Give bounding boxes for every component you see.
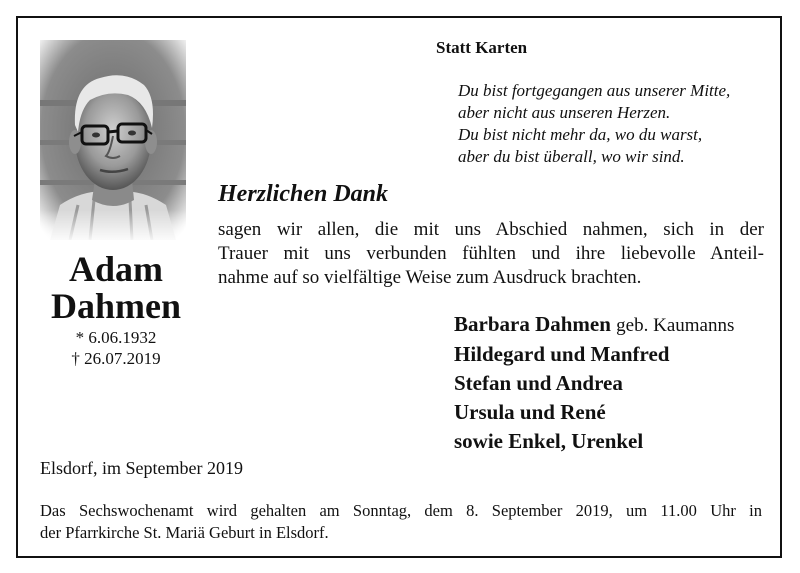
- signer-name: sowie Enkel, Urenkel: [454, 429, 644, 453]
- thanks-text: [218, 218, 764, 290]
- birth-date: * 6.06.1932: [75, 328, 157, 347]
- signer-name: Hildegard und Manfred: [454, 342, 670, 366]
- statt-karten-heading: Statt Karten: [436, 38, 528, 57]
- thanks-heading: Herzlichen Dank: [218, 181, 389, 207]
- signer-name: Barbara Dahmen: [454, 312, 611, 336]
- deceased-last-name: Dahmen: [50, 286, 181, 326]
- mass-notice: [40, 500, 762, 544]
- deceased-first-name: Adam: [68, 249, 163, 289]
- poem-line: aber du bist überall, wo wir sind.: [458, 147, 685, 166]
- death-date: † 26.07.2019: [71, 349, 161, 368]
- poem-line: aber nicht aus unseren Herzen.: [458, 103, 671, 122]
- signer-note: geb. Kaumanns: [616, 315, 735, 336]
- signer-name: Ursula und René: [454, 400, 606, 424]
- portrait-photo: [40, 40, 186, 240]
- poem-line: Du bist nicht mehr da, wo du warst,: [458, 125, 703, 144]
- place-date: Elsdorf, im September 2019: [40, 458, 243, 478]
- signer-primary: [454, 310, 734, 340]
- notice-line: der Pfarrkirche St. Mariä Geburt in Elsdorf.: [40, 523, 329, 542]
- signers-list: [454, 310, 734, 456]
- signer-name: Stefan und Andrea: [454, 371, 623, 395]
- thanks-line: Trauer mit uns verbunden fühlten und ihre liebevolle Anteil-: [218, 243, 764, 264]
- thanks-line: nahme auf so vielfältige Weise zum Ausdruck brachten.: [218, 267, 642, 288]
- poem-line: Du bist fortgegangen aus unserer Mitte,: [458, 81, 731, 100]
- thanks-line: sagen wir allen, die mit uns Abschied nahmen, sich in der: [218, 219, 764, 240]
- poem: [458, 80, 730, 168]
- notice-line: Das Sechswochenamt wird gehalten am Sonntag, dem 8. September 2019, um 11.00 Uhr in: [40, 501, 762, 520]
